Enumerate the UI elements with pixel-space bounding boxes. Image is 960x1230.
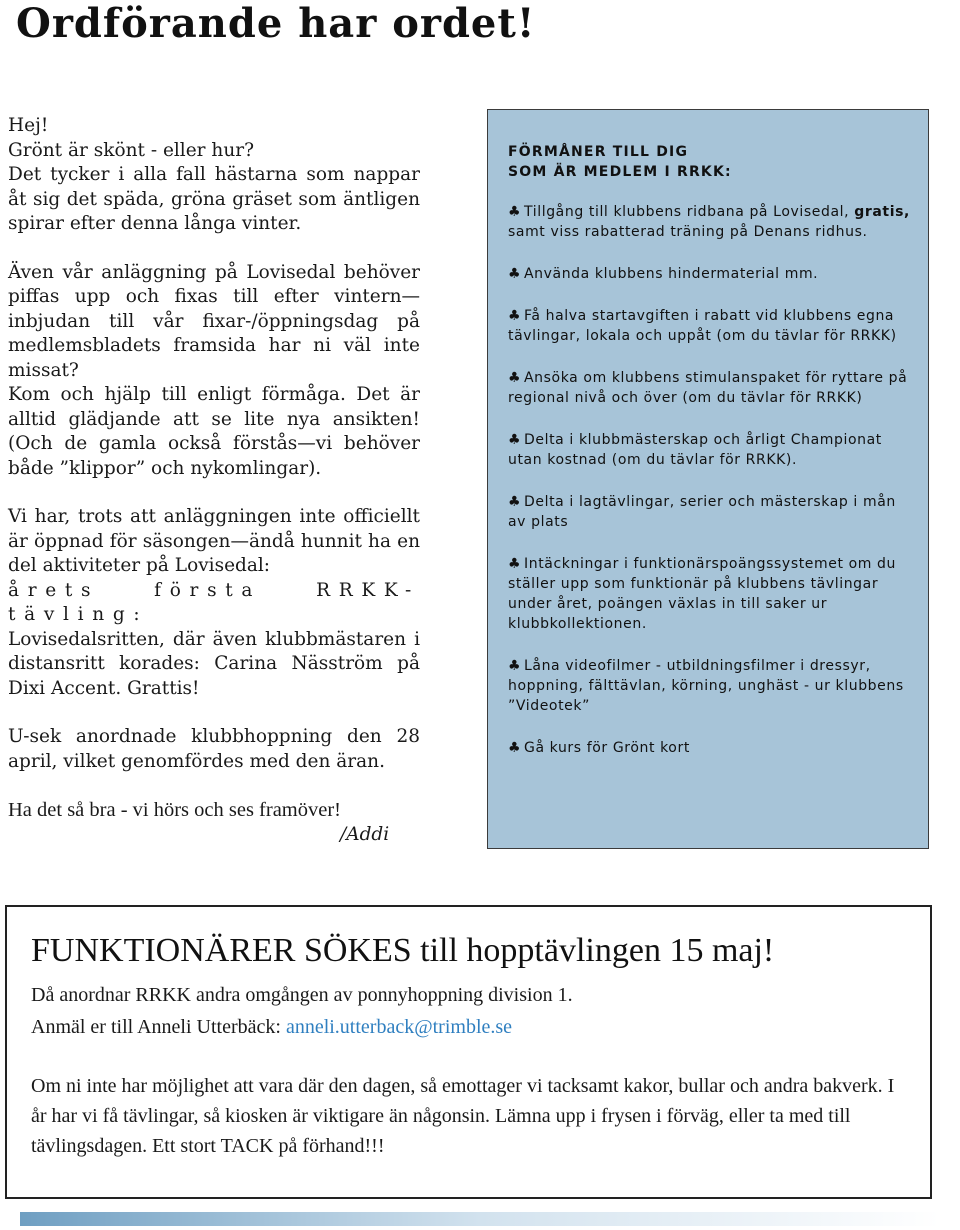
benefits-heading-line: SOM ÄR MEDLEM I RRKK: <box>508 164 732 180</box>
benefit-text: Intäckningar i funktionärspoängssystemet om du ställer upp som funktionär på klubbens tävlingar under året, poängen växlas in till saker ur klubbkollektionen. <box>508 556 897 632</box>
benefit-item <box>508 430 910 470</box>
club-bullet-icon: ♣ <box>508 740 522 756</box>
club-bullet-icon: ♣ <box>508 432 522 448</box>
footer-gradient-bar <box>20 1212 940 1226</box>
letter-text: Lovisedalsritten, där även klubbmästaren i distansritt korades: Carina Näsström på Dixi Accent. Grattis! <box>8 628 420 699</box>
letter-closing: Ha det så bra - vi hörs och ses framöver! <box>8 799 342 821</box>
benefit-text: Ansöka om klubbens stimulanspaket för ryttare på regional nivå och över (om du tävlar för RRKK) <box>508 370 908 406</box>
member-benefits-box <box>487 109 929 849</box>
letter-signature: /Addi <box>340 823 390 845</box>
club-bullet-icon: ♣ <box>508 370 522 386</box>
benefit-text: Delta i lagtävlingar, serier och mästerskap i mån av plats <box>508 494 896 530</box>
benefits-heading <box>508 142 910 182</box>
call-line: Då anordnar RRKK andra omgången av ponnyhoppning division 1. <box>31 984 573 1006</box>
letter-text: Vi har, trots att anläggningen inte officiellt är öppnad för säsongen—ändå hunnit ha en del aktiviteter på Lovisedal: <box>8 506 420 576</box>
benefit-item <box>508 492 910 532</box>
call-heading: FUNKTIONÄRER SÖKES till hopptävlingen 15 maj! <box>31 932 775 969</box>
letter-paragraph: Det tycker i alla fall hästarna som nappar åt sig det späda, gröna gräset som äntligen spirar efter denna långa vinter. <box>8 164 420 234</box>
letter-paragraph: Även vår anläggning på Lovisedal behöver piffas upp och fixas till efter vintern—inbjudan till vår fixar-/öppningsdag på medlemsbladets framsida har ni väl inte missat? <box>8 261 420 381</box>
call-contact-label: Anmäl er till Anneli Utterbäck: <box>31 1016 286 1038</box>
chairman-letter <box>8 114 420 847</box>
benefit-item <box>508 306 910 346</box>
club-bullet-icon: ♣ <box>508 308 522 324</box>
benefit-item <box>508 656 910 716</box>
benefit-text-bold: gratis, <box>854 204 910 220</box>
benefit-text: Använda klubbens hindermaterial mm. <box>524 266 819 282</box>
benefit-item <box>508 264 910 284</box>
volunteer-call-box <box>5 905 932 1199</box>
email-link[interactable]: anneli.utterback@trimble.se <box>285 1016 513 1038</box>
letter-paragraph: Kom och hjälp till enligt förmåga. Det är alltid glädjande att se lite nya ansikten! (Och de gamla också förstås—vi behöver både ”klippor” och nykomlingar). <box>8 384 420 479</box>
letter-text-spaced: årets första RRKK-tävling: <box>8 579 420 625</box>
letter-paragraph <box>8 505 420 701</box>
letter-greeting: Hej! <box>8 115 49 136</box>
benefit-text: Delta i klubbmästerskap och årligt Championat utan kostnad (om du tävlar för RRKK). <box>508 432 882 468</box>
club-bullet-icon: ♣ <box>508 204 522 220</box>
benefit-text: samt viss rabatterad träning på Denans ridhus. <box>508 224 868 240</box>
club-bullet-icon: ♣ <box>508 556 522 572</box>
letter-line: Grönt är skönt - eller hur? <box>8 139 254 161</box>
benefit-text: Gå kurs för Grönt kort <box>524 740 690 756</box>
benefit-text: Få halva startavgiften i rabatt vid klubbens egna tävlingar, lokala och uppåt (om du tävlar för RRKK) <box>508 308 897 344</box>
benefit-text: Tillgång till klubbens ridbana på Lovisedal, <box>524 204 855 220</box>
page-title: Ordförande har ordet! <box>16 0 536 47</box>
benefit-text: Låna videofilmer - utbildningsfilmer i dressyr, hoppning, fälttävlan, körning, unghäst - ur klubbens ”Videotek” <box>508 658 904 714</box>
call-contact <box>31 1011 908 1043</box>
club-bullet-icon: ♣ <box>508 266 522 282</box>
benefit-item <box>508 368 910 408</box>
benefit-item <box>508 554 910 634</box>
benefit-item <box>508 738 910 758</box>
benefits-heading-line: FÖRMÅNER TILL DIG <box>508 144 689 160</box>
benefits-list <box>508 202 910 758</box>
club-bullet-icon: ♣ <box>508 658 522 674</box>
letter-paragraph: U-sek anordnade klubbhoppning den 28 april, vilket genomfördes med den äran. <box>8 726 420 772</box>
benefit-item <box>508 202 910 242</box>
call-paragraph: Om ni inte har möjlighet att vara där den dagen, så emottager vi tacksamt kakor, bullar och andra bakverk. I år har vi få tävlingar, så kiosken är viktigare än någonsin. Lämna upp i frysen i förväg, eller ta med till tävlingsdagen. Ett stort TACK på förhand!!! <box>31 1075 895 1157</box>
club-bullet-icon: ♣ <box>508 494 522 510</box>
